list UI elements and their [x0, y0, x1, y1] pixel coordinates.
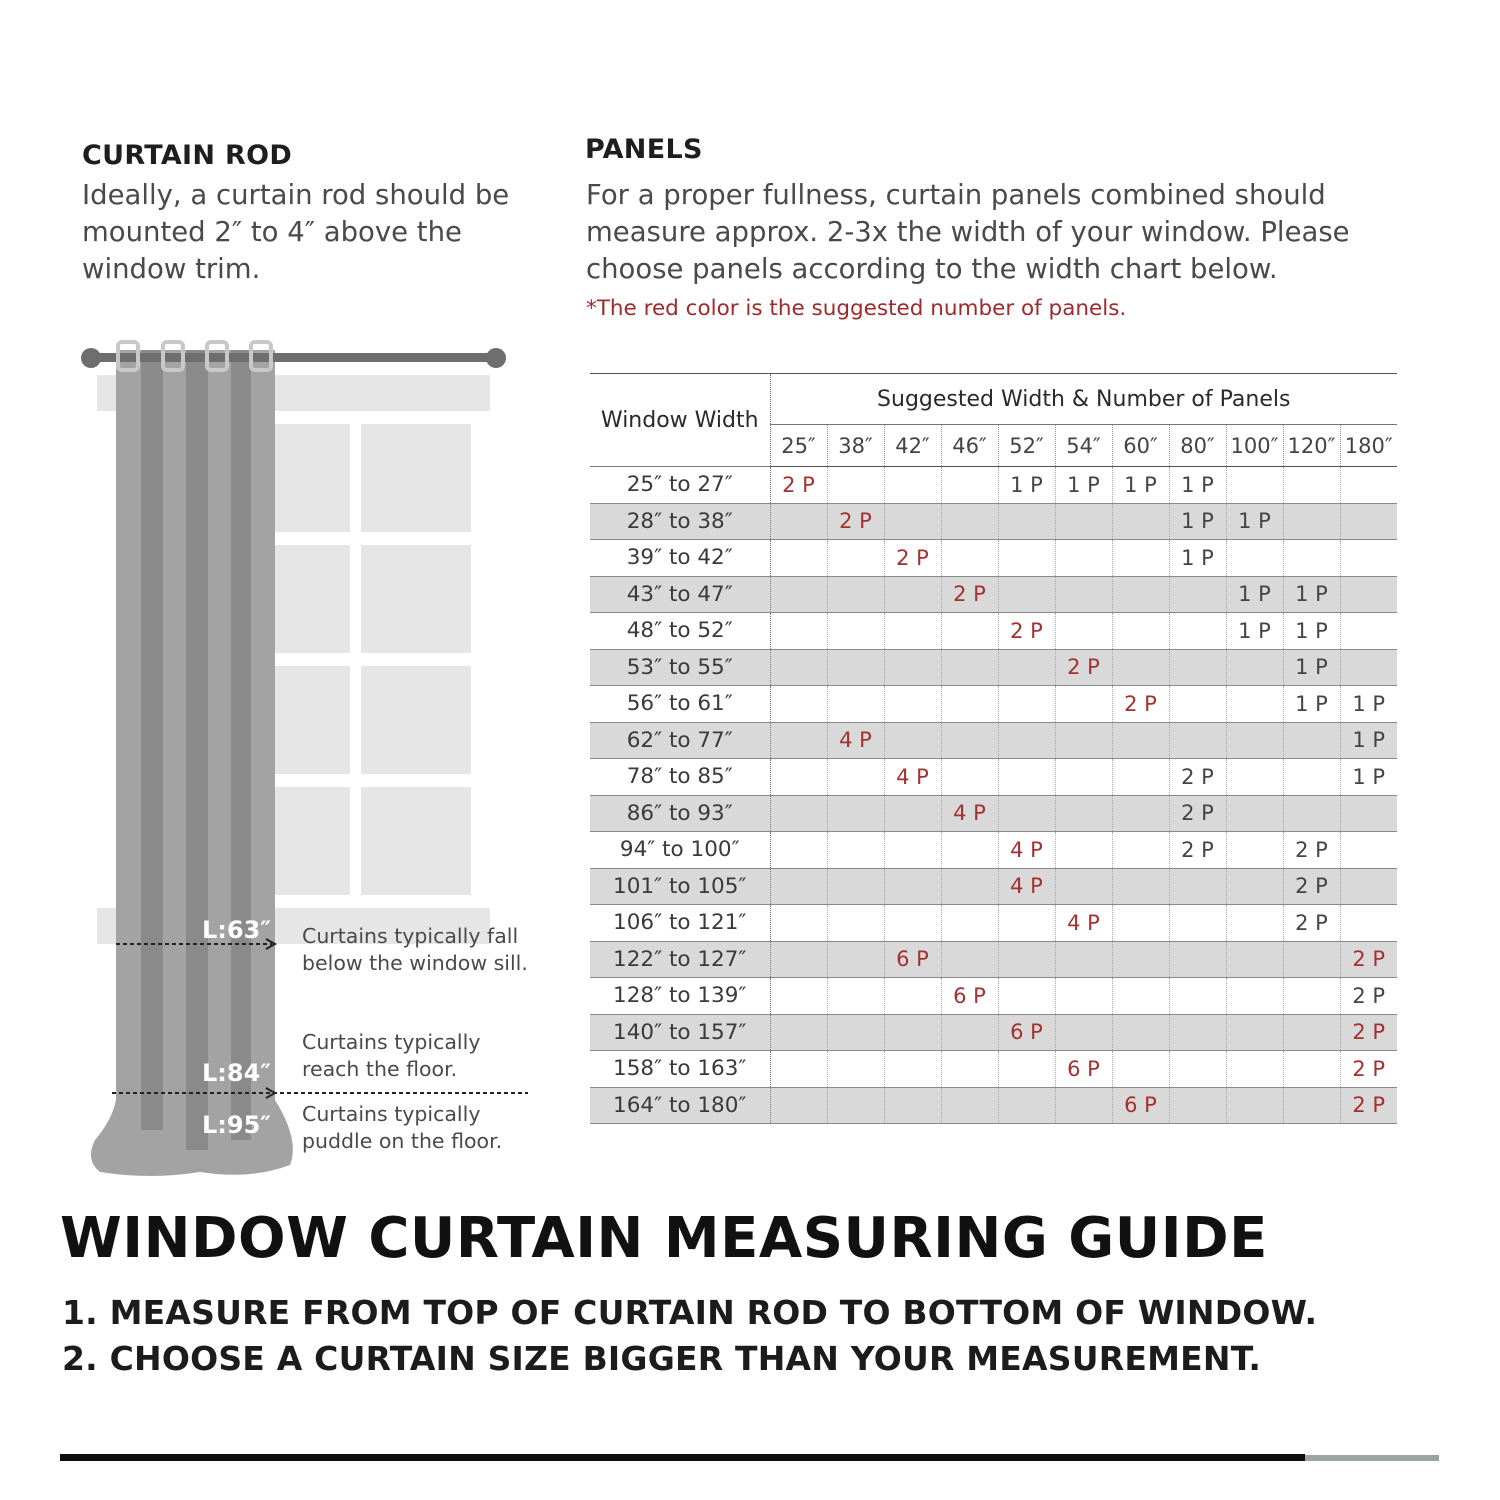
- panel-count-cell: [1226, 868, 1283, 905]
- table-row: [590, 1051, 1397, 1088]
- panel-count-cell: [827, 613, 884, 650]
- panel-count-cell: 6 P: [941, 978, 998, 1015]
- panels-title: PANELS: [585, 134, 703, 165]
- panel-count-cell: [1283, 795, 1340, 832]
- panel-count-cell: [941, 649, 998, 686]
- panel-count-cell: 1 P: [1226, 613, 1283, 650]
- panel-count-cell: 2 P: [1055, 649, 1112, 686]
- panel-count-cell: [941, 613, 998, 650]
- table-row: [590, 722, 1397, 759]
- table-row: [590, 1087, 1397, 1124]
- panel-count-cell: [1283, 722, 1340, 759]
- panels-note: *The red color is the suggested number of panels.: [586, 296, 1127, 321]
- panel-count-cell: 4 P: [884, 759, 941, 796]
- window-width-range: 101″ to 105″: [590, 868, 770, 905]
- panel-count-cell: [1340, 795, 1397, 832]
- panel-count-cell: [1226, 1014, 1283, 1051]
- panel-count-cell: [1169, 613, 1226, 650]
- panel-count-cell: [998, 503, 1055, 540]
- window-width-range: 48″ to 52″: [590, 613, 770, 650]
- panel-count-cell: [770, 832, 827, 869]
- panel-count-cell: [770, 905, 827, 942]
- panel-count-cell: 6 P: [1112, 1087, 1169, 1124]
- panel-count-cell: [998, 795, 1055, 832]
- window-width-range: 106″ to 121″: [590, 905, 770, 942]
- window-width-range: 140″ to 157″: [590, 1014, 770, 1051]
- window-width-range: 164″ to 180″: [590, 1087, 770, 1124]
- panel-count-cell: 1 P: [1226, 576, 1283, 613]
- panel-count-cell: [1340, 613, 1397, 650]
- window-width-range: 25″ to 27″: [590, 467, 770, 504]
- guide-step-1: 1. MEASURE FROM TOP OF CURTAIN ROD TO BOTTOM OF WINDOW.: [62, 1293, 1318, 1332]
- window-width-range: 28″ to 38″: [590, 503, 770, 540]
- guide-title: WINDOW CURTAIN MEASURING GUIDE: [60, 1206, 1268, 1271]
- panel-count-cell: [770, 686, 827, 723]
- panel-count-cell: [884, 1051, 941, 1088]
- table-row: [590, 467, 1397, 504]
- panel-count-cell: 2 P: [884, 540, 941, 577]
- panel-count-cell: [998, 978, 1055, 1015]
- panel-count-cell: [998, 941, 1055, 978]
- window-width-range: 86″ to 93″: [590, 795, 770, 832]
- panel-count-cell: [998, 649, 1055, 686]
- width-column-header: 25″: [770, 425, 827, 467]
- panel-count-cell: [998, 1051, 1055, 1088]
- panel-count-cell: [884, 576, 941, 613]
- panel-count-cell: [1169, 722, 1226, 759]
- panel-count-cell: [770, 722, 827, 759]
- panel-count-cell: [1112, 941, 1169, 978]
- panel-count-cell: [998, 905, 1055, 942]
- panel-count-cell: 6 P: [998, 1014, 1055, 1051]
- panel-count-cell: [1283, 1014, 1340, 1051]
- panel-count-cell: 2 P: [1340, 978, 1397, 1015]
- curtain-rod-text: Ideally, a curtain rod should be mounted 2″ to 4″ above the window trim.: [82, 179, 510, 285]
- panel-count-cell: [1283, 1087, 1340, 1124]
- guide-step-2: 2. CHOOSE A CURTAIN SIZE BIGGER THAN YOUR MEASUREMENT.: [62, 1339, 1262, 1378]
- panel-count-cell: 1 P: [1169, 540, 1226, 577]
- width-column-header: 60″: [1112, 425, 1169, 467]
- panel-count-cell: 2 P: [1283, 832, 1340, 869]
- panel-count-cell: 2 P: [998, 613, 1055, 650]
- panel-count-cell: [884, 1014, 941, 1051]
- panel-count-cell: [1340, 467, 1397, 504]
- panel-count-cell: [941, 905, 998, 942]
- panel-count-cell: [827, 941, 884, 978]
- panel-count-cell: [770, 759, 827, 796]
- length-note-line: reach the floor.: [302, 1057, 458, 1081]
- panel-count-cell: [1226, 978, 1283, 1015]
- panel-count-cell: [1112, 868, 1169, 905]
- table-row: [590, 905, 1397, 942]
- panel-count-cell: 4 P: [941, 795, 998, 832]
- panel-count-cell: [770, 941, 827, 978]
- panel-count-cell: [1055, 540, 1112, 577]
- panel-count-cell: 1 P: [1340, 759, 1397, 796]
- panel-count-cell: [941, 503, 998, 540]
- progress-bar-filled: [60, 1454, 1305, 1461]
- table-row: [590, 540, 1397, 577]
- panel-count-cell: 6 P: [1055, 1051, 1112, 1088]
- panel-count-cell: [1169, 1051, 1226, 1088]
- panel-count-cell: 1 P: [1340, 686, 1397, 723]
- length-note-95: [302, 1101, 502, 1155]
- width-column-header: 54″: [1055, 425, 1112, 467]
- panel-count-cell: [941, 467, 998, 504]
- panel-count-cell: [884, 868, 941, 905]
- panel-count-cell: [1169, 1014, 1226, 1051]
- panel-count-cell: [884, 467, 941, 504]
- panel-count-cell: [941, 686, 998, 723]
- panel-count-cell: [998, 576, 1055, 613]
- panel-count-cell: [1340, 832, 1397, 869]
- panel-count-cell: [884, 978, 941, 1015]
- panel-count-cell: [1169, 941, 1226, 978]
- panel-count-cell: 1 P: [1055, 467, 1112, 504]
- window-width-range: 43″ to 47″: [590, 576, 770, 613]
- width-column-header: 120″: [1283, 425, 1340, 467]
- panel-count-cell: [1112, 722, 1169, 759]
- panel-count-cell: 6 P: [884, 941, 941, 978]
- panel-count-cell: [1055, 795, 1112, 832]
- panel-count-cell: [884, 613, 941, 650]
- panel-count-cell: [998, 686, 1055, 723]
- panel-count-cell: [1055, 978, 1112, 1015]
- panel-count-cell: [1112, 649, 1169, 686]
- table-row: [590, 503, 1397, 540]
- panel-count-cell: [1112, 1014, 1169, 1051]
- table-row: [590, 941, 1397, 978]
- length-note-63: [302, 923, 528, 977]
- panel-count-cell: [941, 1087, 998, 1124]
- panel-count-cell: [1340, 503, 1397, 540]
- length-label-63: L:63″: [202, 916, 272, 944]
- table-row: [590, 613, 1397, 650]
- width-column-header: 100″: [1226, 425, 1283, 467]
- panel-count-cell: [1226, 832, 1283, 869]
- panel-count-cell: [770, 1014, 827, 1051]
- width-column-header: 42″: [884, 425, 941, 467]
- panel-count-cell: [884, 1087, 941, 1124]
- panel-count-cell: [1112, 759, 1169, 796]
- panel-count-cell: [1226, 941, 1283, 978]
- suggested-width-header: Suggested Width & Number of Panels: [770, 374, 1397, 425]
- panel-count-cell: [941, 868, 998, 905]
- window-width-range: 128″ to 139″: [590, 978, 770, 1015]
- length-note-line: Curtains typically: [302, 1030, 481, 1054]
- panel-count-cell: 2 P: [1340, 1051, 1397, 1088]
- panel-count-cell: [1169, 686, 1226, 723]
- panel-count-cell: [884, 503, 941, 540]
- panel-count-cell: [1226, 905, 1283, 942]
- panel-count-cell: [827, 868, 884, 905]
- panel-count-cell: [1283, 978, 1340, 1015]
- panel-count-cell: [1112, 795, 1169, 832]
- panel-count-cell: [1055, 576, 1112, 613]
- panel-count-cell: 1 P: [1283, 649, 1340, 686]
- panel-count-cell: [770, 576, 827, 613]
- panel-count-cell: [1226, 795, 1283, 832]
- panel-count-cell: [1340, 540, 1397, 577]
- panel-count-cell: 1 P: [1226, 503, 1283, 540]
- panel-count-cell: [1055, 722, 1112, 759]
- panel-count-cell: [884, 722, 941, 759]
- window-width-range: 94″ to 100″: [590, 832, 770, 869]
- progress-bar-track: [1305, 1455, 1439, 1461]
- panel-count-cell: 4 P: [998, 868, 1055, 905]
- panel-count-cell: [827, 978, 884, 1015]
- panel-count-cell: [1055, 503, 1112, 540]
- table-row: [590, 759, 1397, 796]
- panel-count-cell: [941, 722, 998, 759]
- panel-count-cell: [1169, 649, 1226, 686]
- panel-count-cell: [998, 759, 1055, 796]
- panel-count-cell: 2 P: [1340, 1014, 1397, 1051]
- panel-count-cell: [884, 649, 941, 686]
- panel-count-cell: [770, 613, 827, 650]
- curtain-rod-title: CURTAIN ROD: [82, 140, 293, 171]
- panel-count-cell: [1169, 1087, 1226, 1124]
- table-row: [590, 576, 1397, 613]
- panel-count-cell: [1340, 649, 1397, 686]
- panel-count-cell: [827, 1014, 884, 1051]
- length-note-line: puddle on the floor.: [302, 1129, 503, 1153]
- panel-count-cell: [1283, 759, 1340, 796]
- panel-count-cell: [1226, 759, 1283, 796]
- panel-count-cell: [998, 540, 1055, 577]
- panel-count-cell: 1 P: [998, 467, 1055, 504]
- table-row: [590, 978, 1397, 1015]
- panel-count-cell: 1 P: [1340, 722, 1397, 759]
- panel-count-cell: [770, 978, 827, 1015]
- panel-count-cell: [1055, 759, 1112, 796]
- panel-count-cell: [1055, 613, 1112, 650]
- panel-count-cell: 4 P: [827, 722, 884, 759]
- window-width-range: 62″ to 77″: [590, 722, 770, 759]
- width-column-header: 80″: [1169, 425, 1226, 467]
- panel-count-cell: [1112, 576, 1169, 613]
- panel-count-cell: [1112, 832, 1169, 869]
- table-row: [590, 649, 1397, 686]
- panel-count-cell: [1112, 978, 1169, 1015]
- length-note-84: [302, 1029, 480, 1083]
- panel-count-cell: 1 P: [1283, 576, 1340, 613]
- panel-count-cell: [941, 1051, 998, 1088]
- width-column-header: 180″: [1340, 425, 1397, 467]
- panel-table: [590, 373, 1397, 1124]
- panel-count-cell: [827, 759, 884, 796]
- panel-count-cell: 2 P: [1112, 686, 1169, 723]
- panel-count-cell: 2 P: [1340, 1087, 1397, 1124]
- panel-count-cell: [827, 795, 884, 832]
- table-row: [590, 686, 1397, 723]
- panel-count-cell: [1055, 1087, 1112, 1124]
- panel-count-cell: 2 P: [1169, 759, 1226, 796]
- table-row: [590, 795, 1397, 832]
- length-note-line: Curtains typically: [302, 1102, 481, 1126]
- panel-count-cell: [1112, 540, 1169, 577]
- length-note-line: Curtains typically fall: [302, 924, 519, 948]
- panel-count-cell: 1 P: [1169, 503, 1226, 540]
- width-column-header: 52″: [998, 425, 1055, 467]
- panel-count-cell: [884, 686, 941, 723]
- panel-count-cell: [770, 503, 827, 540]
- panel-count-cell: [827, 467, 884, 504]
- width-column-header: 46″: [941, 425, 998, 467]
- panel-count-cell: [1340, 905, 1397, 942]
- panel-count-cell: [1169, 905, 1226, 942]
- window-width-range: 53″ to 55″: [590, 649, 770, 686]
- panel-count-cell: 4 P: [1055, 905, 1112, 942]
- panel-width-chart: [590, 373, 1397, 1124]
- panel-count-cell: [1226, 686, 1283, 723]
- panel-count-cell: [884, 795, 941, 832]
- window-width-range: 39″ to 42″: [590, 540, 770, 577]
- panel-count-cell: [770, 540, 827, 577]
- panel-count-cell: [884, 905, 941, 942]
- table-row: [590, 1014, 1397, 1051]
- panel-count-cell: [1226, 649, 1283, 686]
- length-label-84: L:84″: [202, 1059, 272, 1087]
- panel-count-cell: [827, 1051, 884, 1088]
- panel-count-cell: [1226, 1087, 1283, 1124]
- panel-count-cell: [1283, 540, 1340, 577]
- panel-count-cell: [1055, 832, 1112, 869]
- width-column-header: 38″: [827, 425, 884, 467]
- panel-count-cell: 4 P: [998, 832, 1055, 869]
- length-label-95: L:95″: [202, 1111, 272, 1139]
- panel-count-cell: [1055, 1014, 1112, 1051]
- panel-count-cell: 2 P: [1283, 905, 1340, 942]
- panel-count-cell: [1283, 941, 1340, 978]
- panel-count-cell: [1112, 905, 1169, 942]
- panel-count-cell: [941, 540, 998, 577]
- panel-count-cell: 2 P: [1169, 795, 1226, 832]
- panel-count-cell: [1112, 613, 1169, 650]
- window-width-range: 78″ to 85″: [590, 759, 770, 796]
- panel-count-cell: [770, 649, 827, 686]
- panel-count-cell: 2 P: [827, 503, 884, 540]
- panel-count-cell: [1226, 467, 1283, 504]
- window-width-range: 122″ to 127″: [590, 941, 770, 978]
- panel-count-cell: [941, 1014, 998, 1051]
- panel-count-cell: [1340, 868, 1397, 905]
- panel-count-cell: [941, 759, 998, 796]
- panel-count-cell: [1112, 1051, 1169, 1088]
- panel-count-cell: [998, 722, 1055, 759]
- panel-count-cell: [1226, 1051, 1283, 1088]
- panel-count-cell: [827, 649, 884, 686]
- panel-count-cell: 2 P: [941, 576, 998, 613]
- panel-count-cell: [1169, 978, 1226, 1015]
- panel-count-cell: [1226, 540, 1283, 577]
- panel-count-cell: 2 P: [1340, 941, 1397, 978]
- panel-count-cell: [1283, 503, 1340, 540]
- panel-count-cell: [827, 905, 884, 942]
- panel-count-cell: 2 P: [1169, 832, 1226, 869]
- panel-count-cell: 1 P: [1112, 467, 1169, 504]
- panel-count-cell: [1169, 868, 1226, 905]
- panel-count-cell: 2 P: [1283, 868, 1340, 905]
- panel-count-cell: [941, 832, 998, 869]
- panel-count-cell: [770, 1051, 827, 1088]
- panel-count-cell: [998, 1087, 1055, 1124]
- window-width-range: 158″ to 163″: [590, 1051, 770, 1088]
- panel-count-cell: [1055, 868, 1112, 905]
- length-note-line: below the window sill.: [302, 951, 528, 975]
- panel-count-cell: 1 P: [1283, 613, 1340, 650]
- panel-count-cell: [827, 576, 884, 613]
- panel-count-cell: [770, 1087, 827, 1124]
- table-row: [590, 832, 1397, 869]
- panel-count-cell: [1055, 686, 1112, 723]
- curtain-panel-illustration: [91, 350, 293, 1176]
- panel-count-cell: [1283, 467, 1340, 504]
- table-row: [590, 868, 1397, 905]
- panel-count-cell: 1 P: [1169, 467, 1226, 504]
- panel-count-cell: [770, 795, 827, 832]
- panel-count-cell: [1340, 576, 1397, 613]
- panels-text: For a proper fullness, curtain panels combined should measure approx. 2-3x the width of your window. Please choose panels according to the width chart below.: [586, 179, 1350, 285]
- window-width-header: Window Width: [590, 374, 770, 467]
- panel-count-cell: [770, 868, 827, 905]
- panel-count-cell: [827, 540, 884, 577]
- panel-count-cell: [827, 1087, 884, 1124]
- panel-count-cell: 2 P: [770, 467, 827, 504]
- panel-count-cell: [941, 941, 998, 978]
- panel-count-cell: [1283, 1051, 1340, 1088]
- panel-count-cell: [1055, 941, 1112, 978]
- panel-count-cell: [1112, 503, 1169, 540]
- panel-count-cell: [827, 832, 884, 869]
- window-width-range: 56″ to 61″: [590, 686, 770, 723]
- panel-count-cell: [1226, 722, 1283, 759]
- panel-count-cell: [884, 832, 941, 869]
- panel-count-cell: [1169, 576, 1226, 613]
- panel-count-cell: [827, 686, 884, 723]
- panel-count-cell: 1 P: [1283, 686, 1340, 723]
